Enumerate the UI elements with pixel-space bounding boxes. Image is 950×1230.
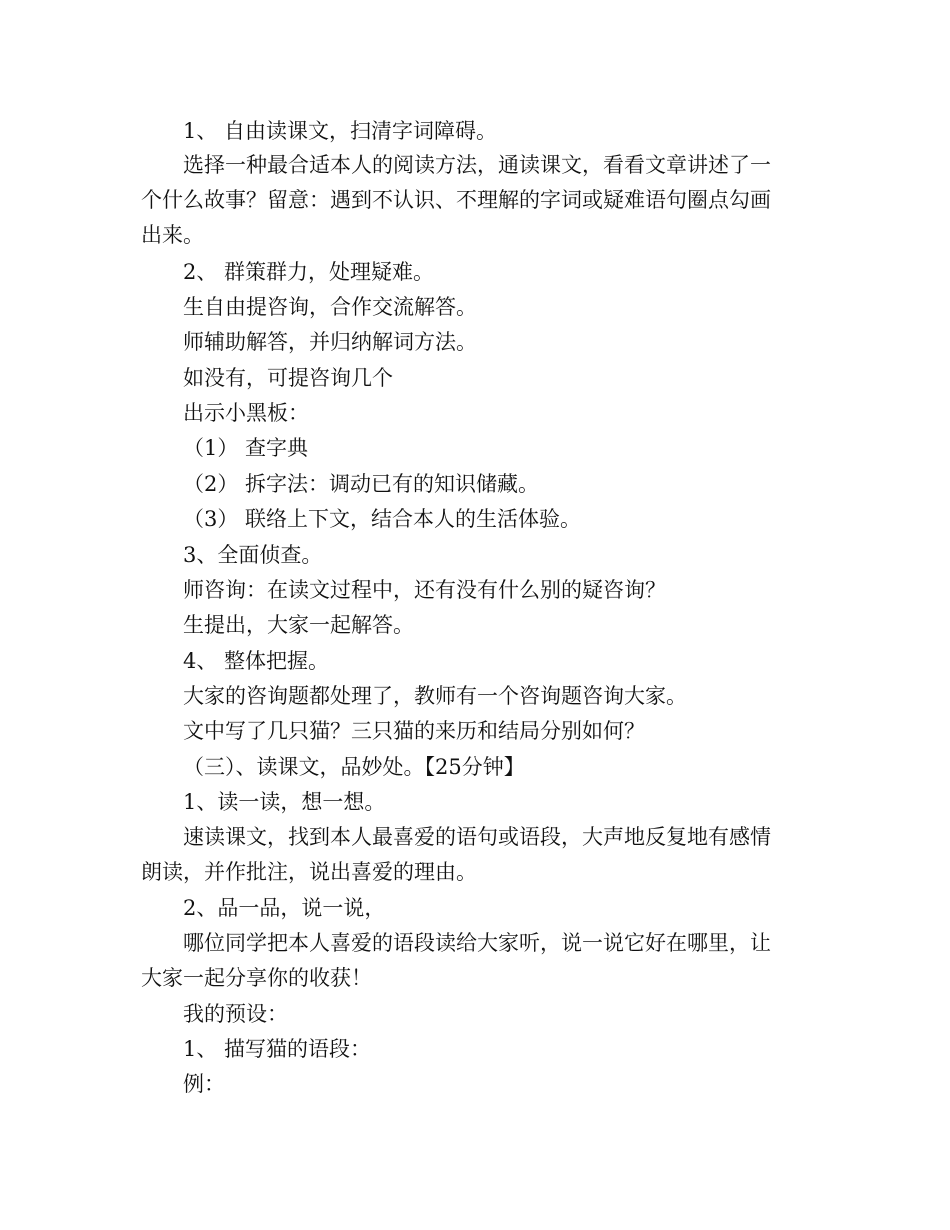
text-line: 师辅助解答，并归纳解词方法。 bbox=[183, 330, 477, 354]
text-line: 选择一种最合适本人的阅读方法，通读课文，看看文章讲述了一 bbox=[183, 153, 771, 177]
text-line: 大家一起分享你的收获！ bbox=[141, 966, 372, 990]
text-line: （三）、读课文，品妙处。【25分钟】 bbox=[183, 755, 525, 779]
text-line: 师咨询：在读文过程中，还有没有什么别的疑咨询？ bbox=[183, 578, 666, 602]
text-line: 速读课文，找到本人最喜爱的语句或语段，大声地反复地有感情 bbox=[183, 825, 771, 849]
text-line: 1、 自由读课文，扫清字词障碍。 bbox=[183, 119, 498, 143]
text-line: 1、 描写猫的语段： bbox=[183, 1037, 372, 1061]
text-line: 如没有，可提咨询几个 bbox=[183, 366, 393, 390]
text-line: 2、 群策群力，处理疑难。 bbox=[183, 260, 435, 284]
text-line: （1） 查字典 bbox=[183, 436, 309, 460]
text-line: 个什么故事？留意：遇到不认识、不理解的字词或疑难语句圈点勾画 bbox=[141, 188, 771, 212]
text-line: 大家的咨询题都处理了，教师有一个咨询题咨询大家。 bbox=[183, 684, 687, 708]
text-line: 文中写了几只猫？三只猫的来历和结局分别如何？ bbox=[183, 719, 645, 743]
text-line: 朗读，并作批注，说出喜爱的理由。 bbox=[141, 860, 477, 884]
text-line: 2、品一品，说一说， bbox=[183, 896, 386, 920]
text-line: 1、读一读，想一想。 bbox=[183, 790, 386, 814]
text-line: （2） 拆字法：调动已有的知识储藏。 bbox=[183, 472, 540, 496]
text-line: 例： bbox=[183, 1072, 225, 1096]
text-line: 哪位同学把本人喜爱的语段读给大家听，说一说它好在哪里，让 bbox=[183, 931, 771, 955]
text-line: 生自由提咨询，合作交流解答。 bbox=[183, 295, 477, 319]
text-line: 4、 整体把握。 bbox=[183, 649, 330, 673]
text-line: 出来。 bbox=[141, 223, 204, 247]
text-line: 出示小黑板： bbox=[183, 401, 309, 425]
text-line: （3） 联络上下文，结合本人的生活体验。 bbox=[183, 507, 582, 531]
text-line: 我的预设： bbox=[183, 1002, 288, 1026]
text-line: 3、全面侦查。 bbox=[183, 543, 323, 567]
text-line: 生提出，大家一起解答。 bbox=[183, 613, 414, 637]
